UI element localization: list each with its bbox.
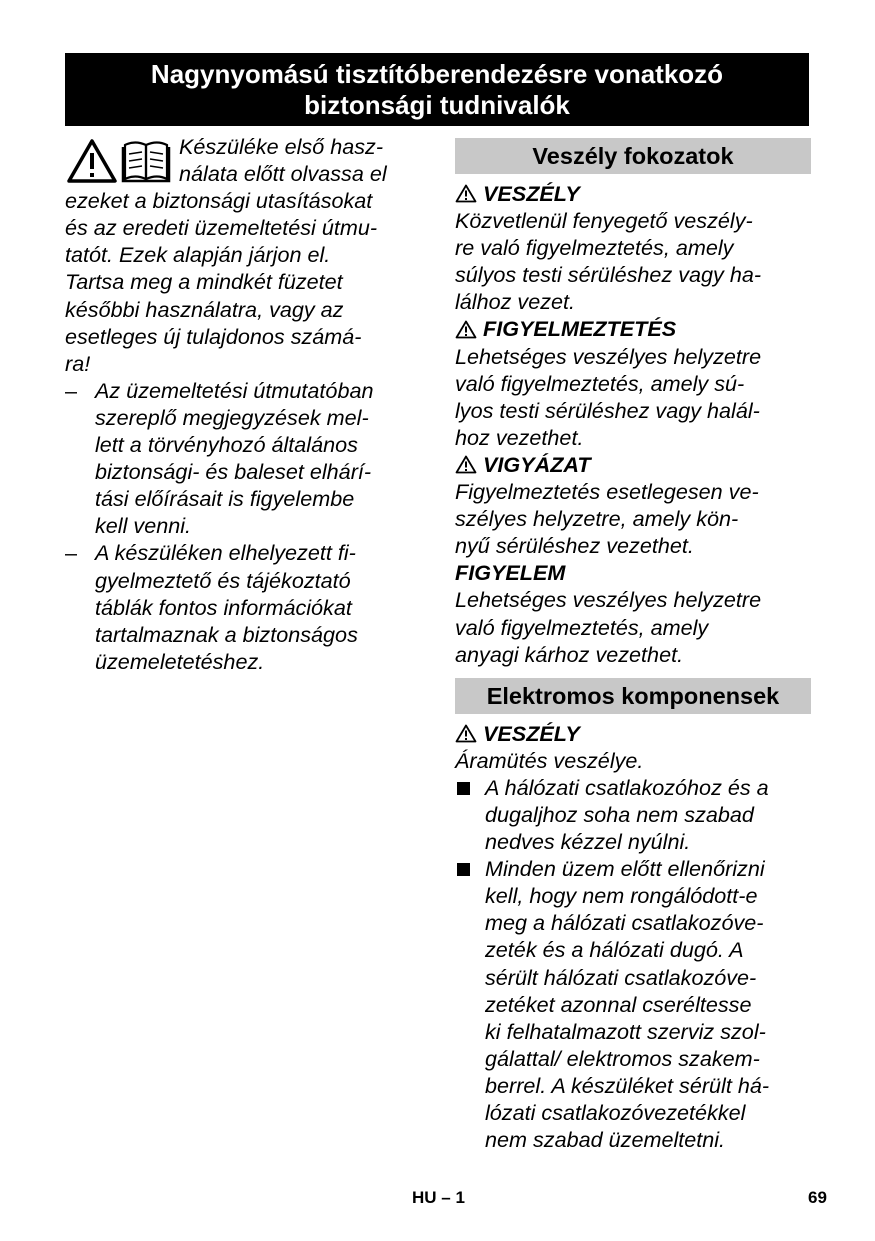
- dash-bullet: –: [65, 540, 78, 566]
- text-line: való figyelmeztetés, amely: [455, 614, 709, 640]
- intro-line: ezeket a biztonsági utasításokat: [65, 188, 373, 214]
- list-line: meg a hálózati csatlakozóve-: [485, 910, 764, 936]
- list-line: kell, hogy nem rongálódott-e: [485, 883, 758, 909]
- hazard-label-text: FIGYELEM: [455, 560, 566, 586]
- text-line: nyű sérüléshez vezethet.: [455, 533, 694, 559]
- square-bullet-icon: [457, 863, 470, 876]
- hazard-label-text: VESZÉLY: [483, 720, 580, 746]
- page-title: [65, 53, 809, 126]
- intro-line: ra!: [65, 350, 91, 376]
- list-line: A készüléken elhelyezett fi-: [95, 540, 356, 566]
- hazard-label-text: VIGYÁZAT: [483, 451, 591, 477]
- intro-line: és az eredeti üzemeltetési útmu-: [65, 215, 378, 241]
- warning-triangle-icon: [455, 455, 477, 474]
- list-item: [65, 539, 421, 674]
- hazard-label: [455, 720, 811, 747]
- list-line: gálattal/ elektromos szakem-: [485, 1045, 760, 1071]
- warning-triangle-icon: [455, 184, 477, 203]
- hazard-label: [455, 559, 811, 586]
- intro-line: későbbi használatra, vagy az: [65, 296, 344, 322]
- text-line: Közvetlenül fenyegető veszély-: [455, 208, 753, 234]
- hazard-description: [455, 478, 811, 559]
- left-column: [65, 133, 421, 675]
- list-line: nem szabad üzemeltetni.: [485, 1127, 726, 1153]
- list-line: sérült hálózati csatlakozóve-: [485, 964, 757, 990]
- list-line: Minden üzem előtt ellenőrizni: [485, 856, 765, 882]
- hazard-description: [455, 207, 811, 315]
- hazard-label: [455, 451, 811, 478]
- hazard-description: Áramütés veszélye.: [455, 747, 644, 773]
- list-line: szereplő megjegyzések mel-: [95, 404, 369, 430]
- hazard-label-text: FIGYELMEZTETÉS: [483, 316, 677, 342]
- list-line: ki felhatalmazott szerviz szol-: [485, 1018, 766, 1044]
- list-line: nedves kézzel nyúlni.: [485, 829, 691, 855]
- text-line: súlyos testi sérüléshez vagy ha-: [455, 262, 762, 288]
- list-line: biztonsági- és baleset elhárí-: [95, 459, 372, 485]
- text-line: lálhoz vezet.: [455, 289, 576, 315]
- intro-line: Tartsa meg a mindkét füzetet: [65, 269, 343, 295]
- section-heading: Veszély fokozatok: [455, 138, 811, 174]
- footer-section-label: HU – 1: [412, 1188, 465, 1207]
- intro-line: nálata előtt olvassa el: [179, 161, 387, 187]
- page-number: 69: [808, 1188, 827, 1207]
- warning-triangle-icon: [455, 724, 477, 743]
- list-line: Az üzemeltetési útmutatóban: [95, 377, 374, 403]
- dash-bullet: –: [65, 377, 78, 403]
- list-line: lózati csatlakozóvezetékkel: [485, 1100, 746, 1125]
- hazard-description: [455, 586, 811, 667]
- text-line: anyagi kárhoz vezethet.: [455, 641, 684, 667]
- text-line: Lehetséges veszélyes helyzetre: [455, 587, 762, 613]
- hazard-label: [455, 315, 811, 342]
- page-title-line-1: Nagynyomású tisztítóberendezésre vonatkozó: [150, 59, 724, 89]
- text-line: szélyes helyzetre, amely kön-: [455, 506, 739, 532]
- right-column: [455, 133, 811, 1153]
- page-title-line-2: biztonsági tudnivalók: [304, 90, 570, 120]
- list-line: tartalmaznak a biztonságos: [95, 621, 358, 647]
- text-line: hoz vezethet.: [455, 424, 584, 450]
- list-line: gyelmeztető és tájékoztató: [95, 567, 351, 593]
- text-line: való figyelmeztetés, amely sú-: [455, 370, 745, 396]
- section-heading: Elektromos komponensek: [455, 678, 811, 714]
- list-line: kell venni.: [95, 513, 192, 539]
- list-item: [455, 855, 811, 1153]
- list-item: [65, 377, 421, 540]
- list-line: zeték és a hálózati dugó. A: [485, 937, 744, 963]
- intro-line: esetleges új tulajdonos számá-: [65, 323, 362, 349]
- hazard-description: [455, 343, 811, 451]
- text-line: Figyelmeztetés esetlegesen ve-: [455, 479, 759, 505]
- list-line: dugaljhoz soha nem szabad: [485, 801, 754, 827]
- list-line: A hálózati csatlakozóhoz és a: [485, 774, 769, 800]
- list-line: tási előírásait is figyelembe: [95, 486, 355, 512]
- text-line: lyos testi sérüléshez vagy halál-: [455, 397, 760, 423]
- list-line: táblák fontos információkat: [95, 594, 352, 620]
- intro-line: tatót. Ezek alapján járjon el.: [65, 242, 331, 268]
- list-line: zetéket azonnal cseréltesse: [485, 991, 752, 1017]
- hazard-label: [455, 180, 811, 207]
- warning-manual-icon: [65, 137, 173, 187]
- text-line: re való figyelmeztetés, amely: [455, 235, 734, 261]
- square-bullet-icon: [457, 782, 470, 795]
- list-item: [455, 774, 811, 855]
- warning-triangle-icon: [455, 320, 477, 339]
- hazard-label-text: VESZÉLY: [483, 181, 580, 206]
- intro-line: Készüléke első hasz-: [179, 134, 384, 159]
- list-line: berrel. A készüléket sérült há-: [485, 1072, 770, 1098]
- list-line: üzemeletetéshez.: [95, 648, 265, 674]
- list-line: lett a törvényhozó általános: [95, 432, 358, 458]
- text-line: Lehetséges veszélyes helyzetre: [455, 343, 762, 369]
